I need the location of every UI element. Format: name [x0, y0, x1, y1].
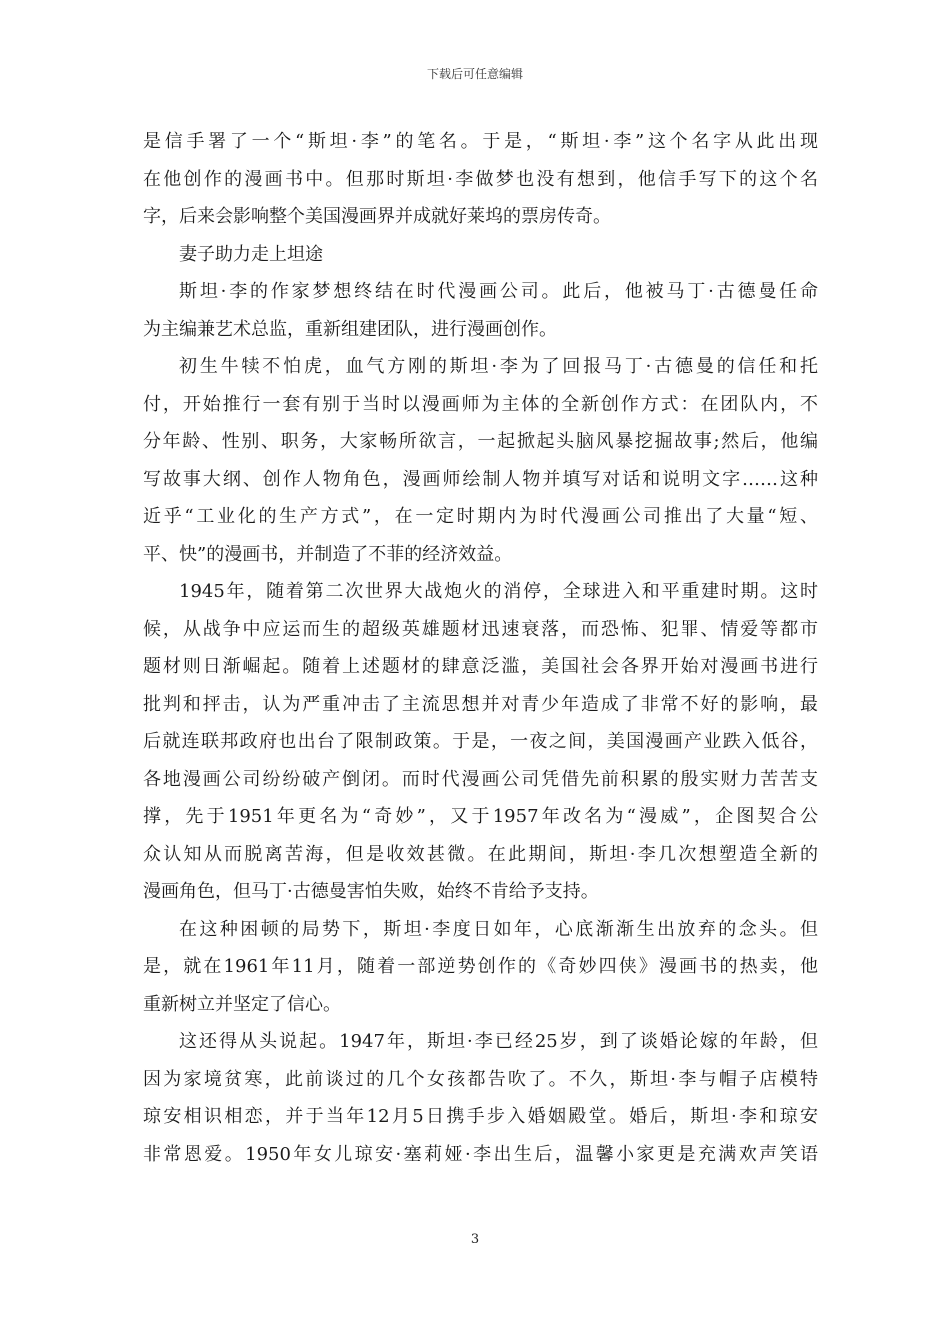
- text-line: 众认知从而脱离苦海，但是收效甚微。在此期间，斯坦·李几次想塑造全新的: [143, 843, 818, 865]
- text-line: 妻子助力走上坦途: [179, 243, 323, 265]
- text-line: 字，后来会影响整个美国漫画界并成就好莱坞的票房传奇。: [143, 206, 611, 227]
- text-line: 平、快”的漫画书，并制造了不菲的经济效益。: [143, 543, 513, 565]
- text-line: 为主编兼艺术总监，重新组建团队，进行漫画创作。: [143, 318, 557, 340]
- text-line: 1945年，随着第二次世界大战炮火的消停，全球进入和平重建时期。这时: [179, 581, 818, 602]
- text-line: 在这种困顿的局势下，斯坦·李度日如年，心底渐渐生出放弃的念头。但: [179, 918, 818, 940]
- text-line: 各地漫画公司纷纷破产倒闭。而时代漫画公司凭借先前积累的殷实财力苦苦支: [143, 768, 818, 790]
- text-line: 是信手署了一个“斯坦·李”的笔名。于是，“斯坦·李”这个名字从此出现: [143, 131, 818, 152]
- text-line: 付，开始推行一套有别于当时以漫画师为主体的全新创作方式：在团队内，不: [143, 393, 818, 415]
- text-line: 重新树立并坚定了信心。: [143, 993, 341, 1015]
- text-line: 这还得从头说起。1947年，斯坦·李已经25岁，到了谈婚论嫁的年龄，但: [179, 1031, 818, 1052]
- document-body: [143, 123, 818, 1173]
- text-line: 撑，先于1951年更名为“奇妙”，又于1957年改名为“漫威”，企图契合公: [143, 806, 818, 827]
- text-line: 分年龄、性别、职务，大家畅所欲言，一起掀起头脑风暴挖掘故事;然后，他编: [143, 431, 818, 452]
- text-line: 初生牛犊不怕虎，血气方刚的斯坦·李为了回报马丁·古德曼的信任和托: [179, 356, 818, 377]
- text-line: 批判和抨击，认为严重冲击了主流思想并对青少年造成了非常不好的影响，最: [143, 693, 818, 715]
- text-line: 因为家境贫寒，此前谈过的几个女孩都告吹了。不久，斯坦·李与帽子店模特: [143, 1068, 818, 1090]
- text-line: 在他创作的漫画书中。但那时斯坦·李做梦也没有想到，他信手写下的这个名: [143, 168, 818, 190]
- text-line: 写故事大纲、创作人物角色，漫画师绘制人物并填写对话和说明文字……这种: [143, 468, 818, 490]
- text-line: 非常恩爱。1950年女儿琼安·塞莉娅·李出生后，温馨小家更是充满欢声笑语: [143, 1143, 818, 1165]
- page-footer: [0, 1232, 950, 1248]
- text-line: 漫画角色，但马丁·古德曼害怕失败，始终不肯给予支持。: [143, 881, 599, 902]
- header-text: 下载后可任意编辑: [426, 67, 523, 81]
- text-line: 是，就在1961年11月，随着一部逆势创作的《奇妙四侠》漫画书的热卖，他: [143, 956, 818, 977]
- page-number: 3: [470, 1232, 480, 1247]
- text-line: 后就连联邦政府也出台了限制政策。于是，一夜之间，美国漫画产业跌入低谷，: [143, 731, 818, 752]
- text-line: 候，从战争中应运而生的超级英雄题材迅速衰落，而恐怖、犯罪、情爱等都市: [143, 618, 818, 640]
- text-line: 题材则日渐崛起。随着上述题材的肆意泛滥，美国社会各界开始对漫画书进行: [143, 656, 818, 677]
- text-line: 近乎“工业化的生产方式”，在一定时期内为时代漫画公司推出了大量“短、: [143, 506, 818, 527]
- text-line: 斯坦·李的作家梦想终结在时代漫画公司。此后，他被马丁·古德曼任命: [179, 281, 818, 302]
- text-line: 琼安相识相恋，并于当年12月5日携手步入婚姻殿堂。婚后，斯坦·李和琼安: [143, 1106, 818, 1127]
- page-header: [0, 66, 950, 82]
